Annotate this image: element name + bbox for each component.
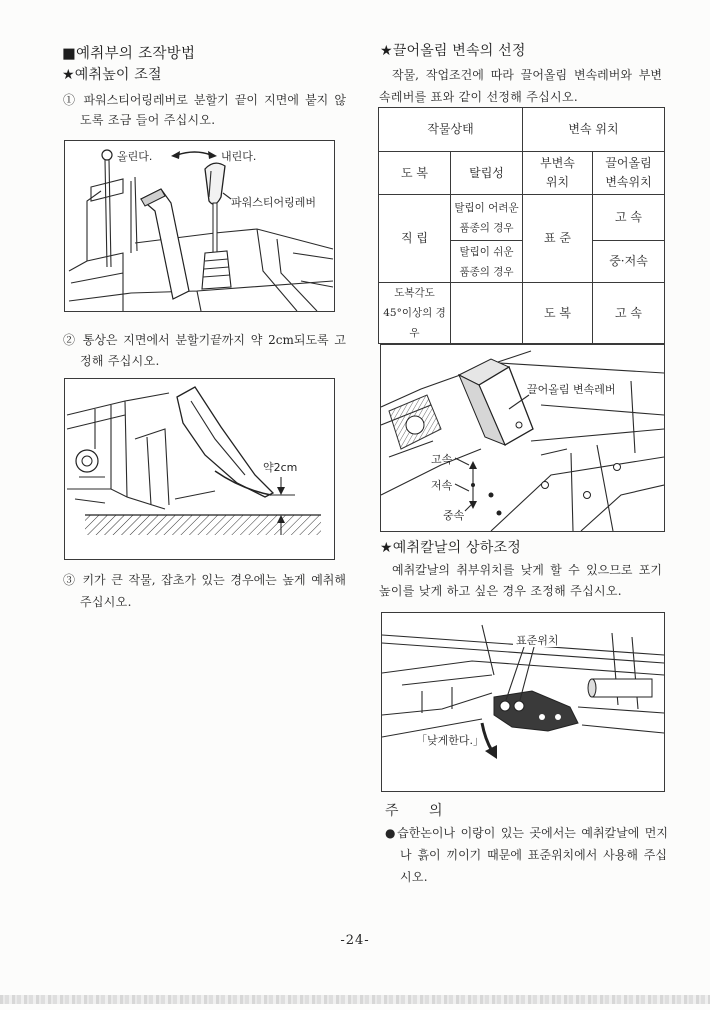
caution-line: 시오. (400, 870, 428, 884)
cell-sub-shift: 도 복 (523, 283, 593, 344)
col-header-sub-shift (523, 152, 593, 195)
cutting-height-title: ★예취높이 조절 (62, 67, 162, 83)
gap-label: 약2cm (263, 461, 298, 474)
shift-selection-table (378, 107, 665, 344)
cell-text: 45°이상의 경우 (383, 307, 446, 339)
cell-text: 위치 (545, 175, 570, 189)
lever-label: 파워스티어링레버 (231, 196, 317, 209)
col-header-lift-shift (593, 152, 665, 195)
cell-text: 탈립이 쉬운 (459, 245, 514, 258)
lift-lever-label: 끌어올림 변속레버 (527, 383, 616, 396)
col-header-shattering: 탈립성 (451, 152, 523, 195)
lift-shift-title: ★끌어올림 변속의 선정 (380, 43, 526, 59)
cell-text: 탈립이 어려운 (454, 201, 519, 214)
section-title: ■예취부의 조작방법 (62, 46, 196, 62)
cell-lift-shift: 중·저속 (593, 241, 665, 283)
cell-lodging: 직 립 (379, 195, 451, 283)
small-lever-icon (102, 150, 112, 267)
caution-line: ●습한논이나 이랑이 있는 곳에서는 예취칼날에 먼지 (385, 826, 668, 840)
down-arrow-icon (482, 723, 497, 759)
cell-lift-shift: 고 속 (593, 195, 665, 241)
step3-line: ③ 키가 큰 작물, 잡초가 있는 경우에는 높게 예취해 (63, 573, 346, 587)
figure-power-steering-lever (64, 140, 335, 312)
lower-label: 내린다. (221, 150, 257, 163)
cell-text: 끌어올림 (605, 156, 652, 170)
cell-text: 품종의 경우 (459, 221, 514, 234)
cell-text: 변속위치 (605, 175, 652, 189)
cell-shattering-empty (451, 283, 523, 344)
divider-icon (177, 387, 273, 497)
cell-shattering (451, 241, 523, 283)
lift-intro-line: 작물, 작업조건에 따라 끌어올림 변속레버와 부변 (392, 68, 662, 82)
shift-position-marks (455, 458, 477, 511)
figure-blade-position (381, 612, 665, 792)
table-subheader-row (379, 152, 665, 195)
lower-position-label: 「낮게한다.」 (416, 734, 485, 747)
col-header-crop-state: 작물상태 (379, 108, 523, 152)
low-speed-label: 저속 (431, 479, 453, 492)
blade-adjust-title: ★예취칼날의 상하조정 (380, 540, 521, 556)
gear-icon (76, 450, 98, 472)
raise-lower-arrow-icon (171, 151, 217, 159)
col-header-lodging: 도 복 (379, 152, 451, 195)
cell-shattering (451, 195, 523, 241)
blade-text-line: 예취칼날의 취부위치를 낮게 할 수 있으므로 포기 (392, 563, 662, 577)
step1-line: 도록 조금 들어 주십시오. (80, 113, 216, 127)
lift-shift-lever-icon (459, 359, 533, 445)
table-row (379, 283, 665, 344)
paddle-lever-icon (141, 189, 189, 299)
power-steering-lever-icon (202, 163, 231, 289)
figure3-drawing (381, 345, 664, 531)
cylinder-icon (588, 679, 652, 697)
cell-text: 품종의 경우 (459, 265, 514, 278)
blade-text-line: 높이를 낮게 하고 싶은 경우 조정해 주십시오. (379, 584, 622, 598)
machine-frame (381, 351, 664, 531)
figure-divider-clearance (64, 378, 335, 560)
scan-edge-artifact (0, 995, 710, 1004)
bolt-icons (489, 464, 621, 516)
lever-label-leader (223, 193, 231, 199)
col-header-shift-position: 변속 위치 (523, 108, 665, 152)
step3-line: 주십시오. (80, 595, 132, 609)
step1-line: ① 파워스티어링레버로 분할기 끝이 지면에 붙지 않 (63, 93, 346, 107)
cell-lodging (379, 283, 451, 344)
lift-intro-line: 속레버를 표와 같이 선정해 주십시오. (379, 90, 578, 104)
gear-assembly-icon (389, 395, 441, 449)
ground-hatching (85, 515, 321, 535)
figure4-drawing (382, 613, 664, 791)
cell-text: 부변속 (540, 156, 575, 170)
cell-text: 도복각도 (394, 287, 435, 299)
raise-label: 올린다. (117, 150, 153, 163)
page-number: -24- (340, 933, 370, 948)
table-row (379, 195, 665, 241)
figure1-drawing (65, 141, 334, 311)
caution-title: 주 의 (385, 803, 443, 819)
table-header-row (379, 108, 665, 152)
figure2-drawing (65, 379, 334, 559)
caution-line: 나 흙이 끼이기 때문에 표준위치에서 사용해 주십 (400, 848, 667, 862)
high-speed-label: 고속 (431, 453, 453, 466)
figure-lift-shift-lever (380, 344, 665, 532)
cell-sub-shift: 표 준 (523, 195, 593, 283)
step2-line: 정해 주십시오. (80, 354, 160, 368)
standard-position-label: 표준위치 (516, 634, 559, 647)
mid-speed-label: 중속 (443, 509, 465, 522)
step2-line: ② 통상은 지면에서 분할기끝까지 약 2cm되도록 고 (63, 333, 346, 347)
cell-lift-shift: 고 속 (593, 283, 665, 344)
